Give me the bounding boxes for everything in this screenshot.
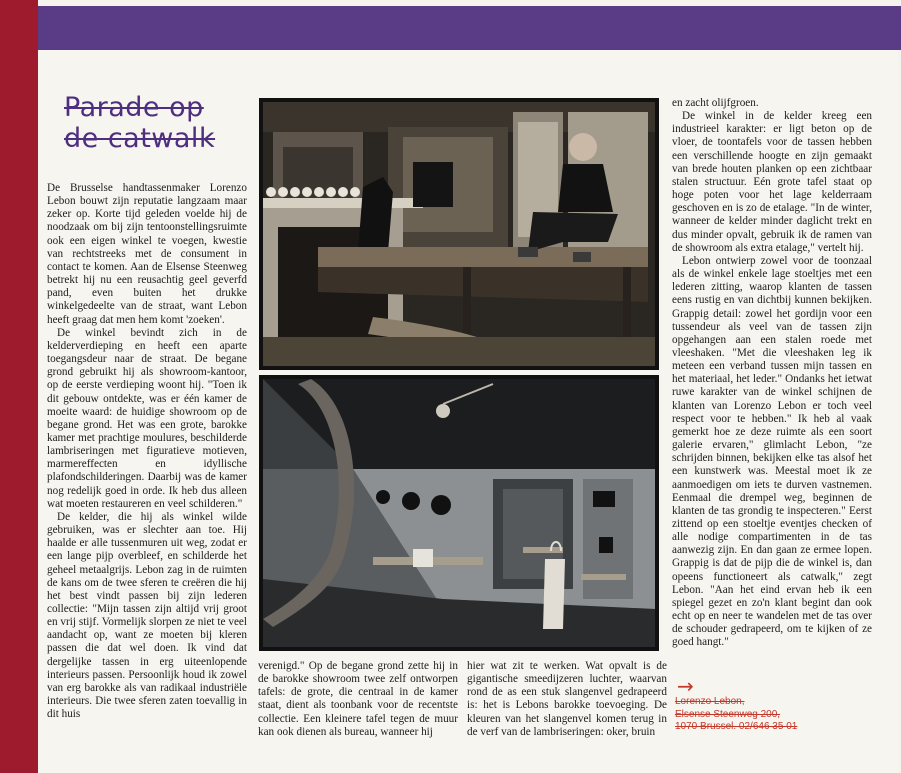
article-column-3	[467, 660, 667, 739]
paragraph: De winkel in de kelder kreeg een industrieel karakter: er ligt beton op de vloer, de toontafels voor de tassen hebben een verschillende hoogte en zijn gemaakt van brede houten planken op een zichtbaar stalen structuur. Eén grote tafel staat op hoge poten voor het lage kelderraam geschoven en is zo de etalage. "In de winter, wanneer de kelder minder daglicht trekt en dus minder opvalt, gebruik ik de ramen van de showroom als extra etalage," vertelt hij.	[672, 110, 872, 254]
arrow-icon: →	[677, 674, 694, 698]
paragraph: De Brusselse handtassenmaker Lorenzo Lebon bouwt zijn reputatie langzaam maar zeker op. Korte tijd geleden voelde hij de noodzaak om bij zijn tentoonstellingsruimte ook een eigen winkel te voegen, kwestie van rechtstreeks met de consument in contact te komen. Aan de Elsense Steenweg betrekt hij nu een reusachtig geel geverfd pand, even buiten het drukke winkelgedeelte van de straat, want Lebon heeft graag dat men hem komt 'zoeken'.	[47, 182, 247, 326]
article-column-2	[258, 660, 458, 739]
article-column-4	[672, 97, 872, 650]
showroom-photo-drawing	[263, 102, 655, 366]
credit-line: Elsense Steenweg 200,	[675, 708, 781, 720]
credit-line: Lorenzo Lebon,	[675, 696, 745, 707]
headline-line-1: Parade op	[64, 92, 204, 123]
paragraph: verenigd." Op de begane grond zette hij in de barokke showroom twee zelf ontworpen tafels: de grote, die centraal in de kamer staat, dient als toonbank voor de recentste collectie. Een kleinere tafel tegen de muur kan ook dienen als bureau, wanneer hij	[258, 660, 458, 738]
article-column-1	[47, 182, 247, 721]
red-page-edge	[0, 0, 38, 773]
basement-shop-photo	[259, 375, 659, 651]
headline-line-2: de catwalk	[64, 123, 216, 154]
paragraph: De winkel bevindt zich in de kelderverdieping en heeft een aparte toegangsdeur naar de straat. De begane grond gebruikt hij als showroom-kantoor, op de eerste verdieping woont hij. "Toen ik dit gebouw ontdekte, was er één kamer de moeite waard: de huidige showroom op de begane grond. Het was een grote, barokke kamer met prachtige moulures, beschilderde lambriseringen met figuratieve motieven, marmereffecten en idyllische plafondschilderingen. Daarbij was de kamer nog redelijk goed in orde. Ik heb dus alleen wat moeten restaureren en veel schilderen."	[47, 326, 247, 510]
paragraph: De kelder, die hij als winkel wilde gebruiken, was er slechter aan toe. Hij haalde er alle tussenmuren uit weg, zodat er een lange pijp overbleef, en schilderde het geheel metaalgrijs. Lebon zag in de ruimten de kans om de twee sferen te creëren die hij het best vindt passen bij zijn lederen collectie: "Mijn tassen zijn altijd vrij groot en vrij stijf. Vormelijk slorpen ze niet te veel aandacht op, want ze moeten bij kleren passen die dat wel doen. Ik vind dat dergelijke tassen in erg uiteenlopende interieurs passen. Persoonlijk houd ik zowel van erg barokke als van radikaal industriële interieurs. Die twee sferen zaten toevallig in dit huis	[47, 510, 247, 721]
shop-address-credit	[675, 696, 797, 734]
article-headline	[64, 92, 254, 154]
showroom-photo	[259, 98, 659, 370]
paragraph: Lebon ontwierp zowel voor de toonzaal als de winkel enkele lage stoeltjes met een lederen zitting, waarop klanten de tassen eens rustig en van dichtbij kunnen bekijken. Grappig detail: zowel het gordijn voor een tussendeur als veel van de tassen zijn opgehangen aan een stalen roede met vleeshaken. "Met die vleeshaken leg ik meteen een verband tussen mijn tassen en het materiaal, het leder." Ondanks het ietwat ruwe karakter van de winkel schijnen de klanten van Lorenzo Lebon er toch veel respect voor te hebben." Ik heb al vaak gemerkt hoe ze deze ruimte als een soort galerie ervaren," glimlacht Lebon, "ze schrijden binnen, bekijken elke tas alsof het een kunstwerk was. Meestal moet ik ze aanmoedigen om iets te durven vastnemen. Eenmaal die drempel weg, beginnen de klanten de tas grondig te inspecteren." Eerst zittend op een stoeltje eventjes checken of alle nodige compartimenten in de tas aanwezig zijn. En dan gaan ze ermee lopen. Grappig is dat de pijp die de winkel is, dan opeens functioneert als catwalk," zegt Lebon. "Aan het eind ervan heb ik een spiegel gezet en zo'n klant begint dan ook echt op en neer te wandelen met de tas over de schouder gedrapeerd, om te kijken of ze goed hangt."	[672, 254, 872, 649]
paragraph: en zacht olijfgroen.	[672, 97, 759, 109]
basement-shop-drawing	[263, 379, 655, 647]
credit-line: 1070 Brussel. 02/646 35 01	[675, 721, 798, 732]
purple-header-band	[38, 6, 901, 50]
paragraph: hier wat zit te werken. Wat opvalt is de gigantische smeedijzeren luchter, waarvan rond de as een stuk slangenvel gedrapeerd is: het is Lebons barokke toevoeging. De kleuren van het slangenvel komen terug in de verf van de lambriseringen: oker, bruin	[467, 660, 667, 738]
